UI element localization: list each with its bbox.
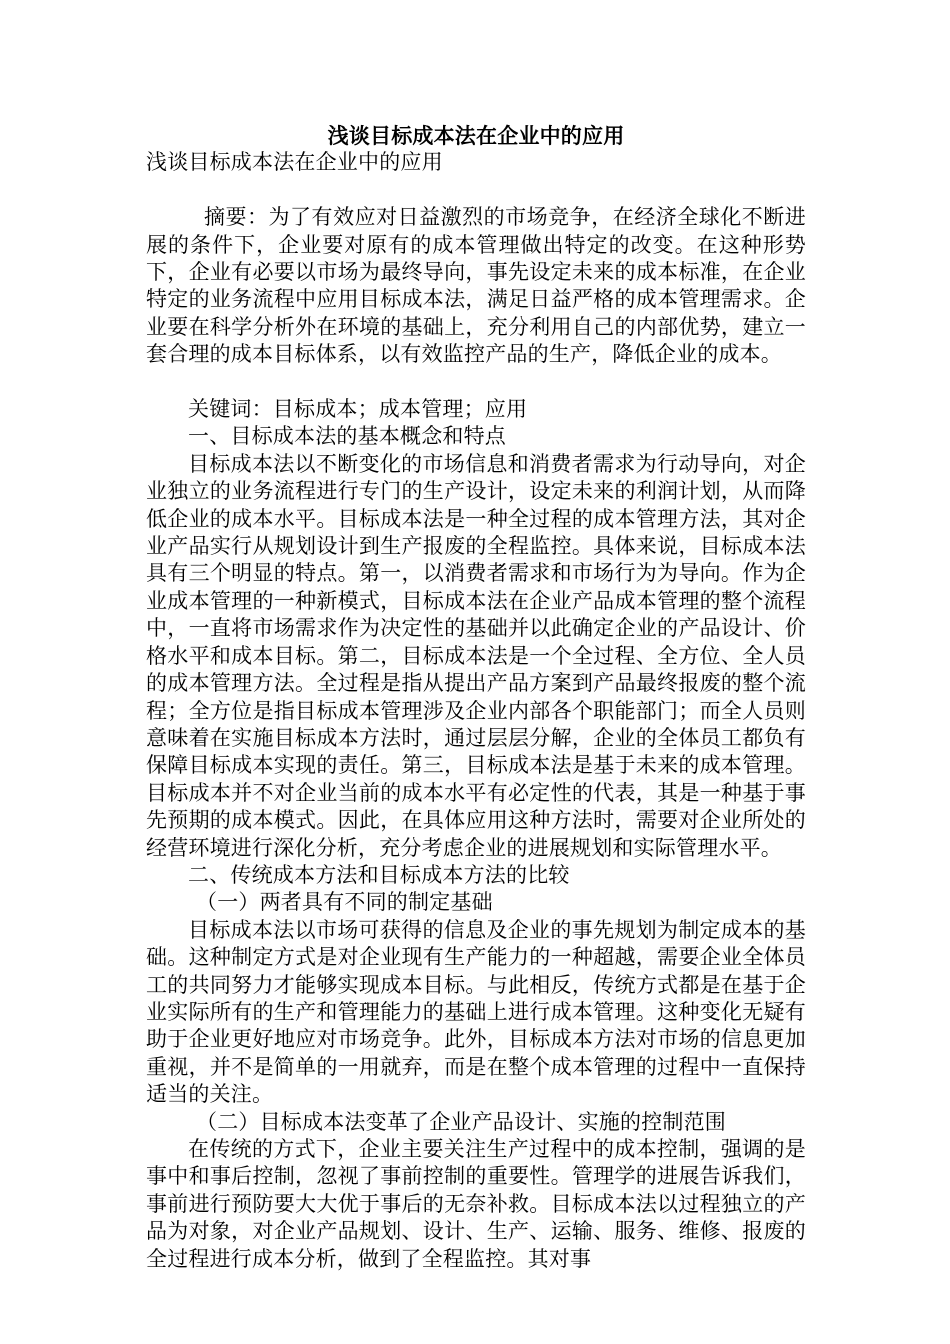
section-1-paragraph: 目标成本法以不断变化的市场信息和消费者需求为行动导向，对企业独立的业务流程进行专门的生产设计，设定未来的利润计划，从而降低企业的成本水平。目标成本法是一种全过程的成本管理方法，其对企业产品实行从规划设计到生产报废的全程监控。具体来说，目标成本法具有三个明显的特点。第一，以消费者需求和市场行为为导向。作为企业成本管理的一种新模式，目标成本法在企业产品成本管理的整个流程中，一直将市场需求作为决定性的基础并以此确定企业的产品设计、价格水平和成本目标。第二，目标成本法是一个全过程、全方位、全人员的成本管理方法。全过程是指从提出产品方案到产品最终报废的整个流程；全方位是指目标成本管理涉及企业内部各个职能部门；而全人员则意味着在实施目标成本方法时，通过层层分解，企业的全体员工都负有保障目标成本实现的责任。第三，目标成本法是基于未来的成本管理。目标成本并不对企业当前的成本水平有必定性的代表，其是一种基于事先预期的成本模式。因此，在具体应用这种方法时，需要对企业所处的经营环境进行深化分析，充分考虑企业的进展规划和实际管理水平。 (146, 451, 806, 860)
section-2-heading: 二、传统成本方法和目标成本方法的比较 (188, 862, 570, 887)
subsection-2-paragraph: 在传统的方式下，企业主要关注生产过程中的成本控制，强调的是事中和事后控制，忽视了事前控制的重要性。管理学的进展告诉我们，事前进行预防要大大优于事后的无奈补救。目标成本法以过程独立的产品为对象，对企业产品规划、设计、生产、运输、服务、维修、报废的全过程进行成本分析，做到了全程监控。其对事 (146, 1137, 806, 1271)
document-body (146, 122, 806, 1273)
subsection-2-heading: （二）目标成本法变革了企业产品设计、实施的控制范围 (196, 1109, 726, 1134)
document-title: 浅谈目标成本法在企业中的应用 (327, 123, 625, 148)
subsection-1-paragraph: 目标成本法以市场可获得的信息及企业的事先规划为制定成本的基础。这种制定方式是对企业现有生产能力的一种超越，需要企业全体员工的共同努力才能够实现成本目标。与此相反，传统方式都是在基于企业实际所有的生产和管理能力的基础上进行成本管理。这种变化无疑有助于企业更好地应对市场竞争。此外，目标成本方法对市场的信息更加重视，并不是简单的一用就弃，而是在整个成本管理的过程中一直保持适当的关注。 (146, 917, 806, 1107)
keywords-line: 关键词：目标成本；成本管理；应用 (188, 397, 528, 422)
abstract-paragraph: 摘要：为了有效应对日益激烈的市场竞争，在经济全球化不断进展的条件下，企业要对原有的成本管理做出特定的改变。在这种形势下，企业有必要以市场为最终导向，事先设定未来的成本标准，在企业特定的业务流程中应用目标成本法，满足日益严格的成本管理需求。企业要在科学分析外在环境的基础上，充分利用自己的内部优势，建立一套合理的成本目标体系，以有效监控产品的生产，降低企业的成本。 (146, 205, 806, 367)
section-1-heading: 一、目标成本法的基本概念和特点 (188, 424, 506, 449)
document-subtitle: 浅谈目标成本法在企业中的应用 (146, 150, 443, 175)
subsection-1-heading: （一）两者具有不同的制定基础 (196, 890, 493, 915)
blank-line (146, 177, 806, 204)
blank-line (146, 369, 806, 396)
